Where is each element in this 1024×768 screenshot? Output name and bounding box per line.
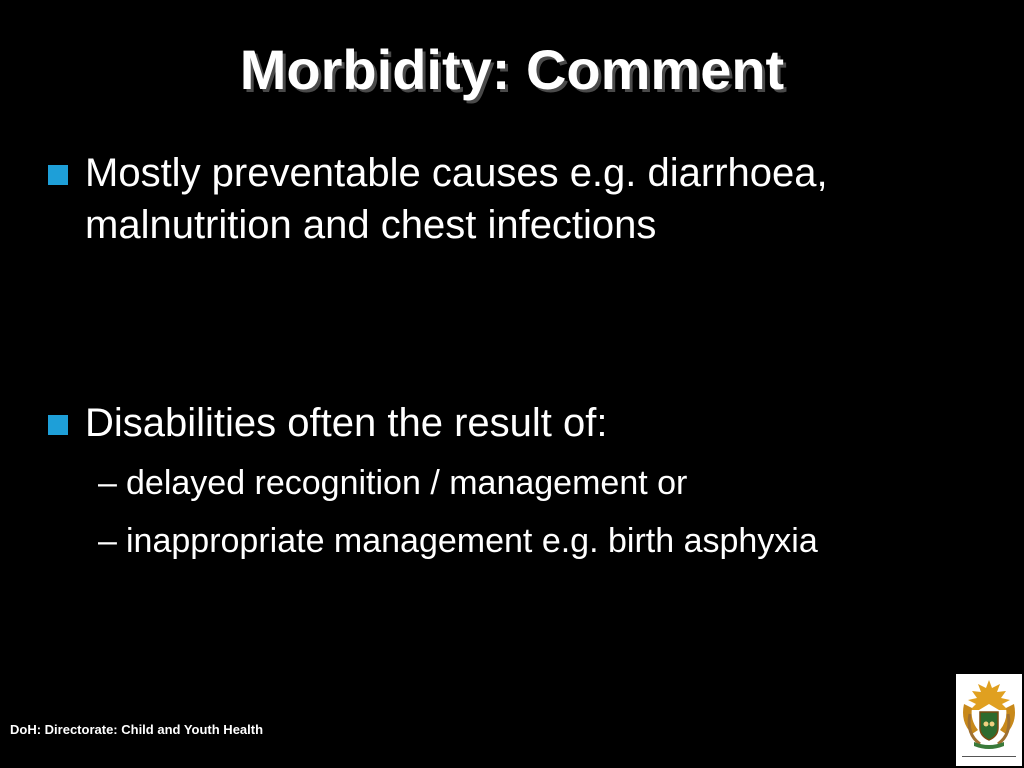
department-logo	[956, 674, 1022, 766]
sub-bullet-item-2	[98, 519, 998, 563]
dash-marker: –	[98, 522, 117, 560]
square-bullet-icon	[48, 415, 68, 435]
bullet-text-1: Mostly preventable causes e.g. diarrhoea, malnutrition and chest infections	[85, 151, 828, 247]
sub-bullet-item-1	[98, 461, 998, 505]
bullet-item-1	[48, 147, 988, 251]
square-bullet-icon	[48, 165, 68, 185]
bullet-item-2	[48, 397, 988, 449]
sub-bullet-text-1: delayed recognition / management or	[126, 464, 688, 502]
coat-of-arms-icon	[956, 674, 1022, 766]
sub-bullet-text-2: inappropriate management e.g. birth asphyxia	[126, 522, 818, 560]
footer-text: DoH: Directorate: Child and Youth Health	[10, 722, 264, 737]
dash-marker: –	[98, 464, 117, 502]
slide-title: Morbidity: Comment	[239, 38, 785, 101]
bullet-text-2: Disabilities often the result of:	[85, 401, 608, 445]
